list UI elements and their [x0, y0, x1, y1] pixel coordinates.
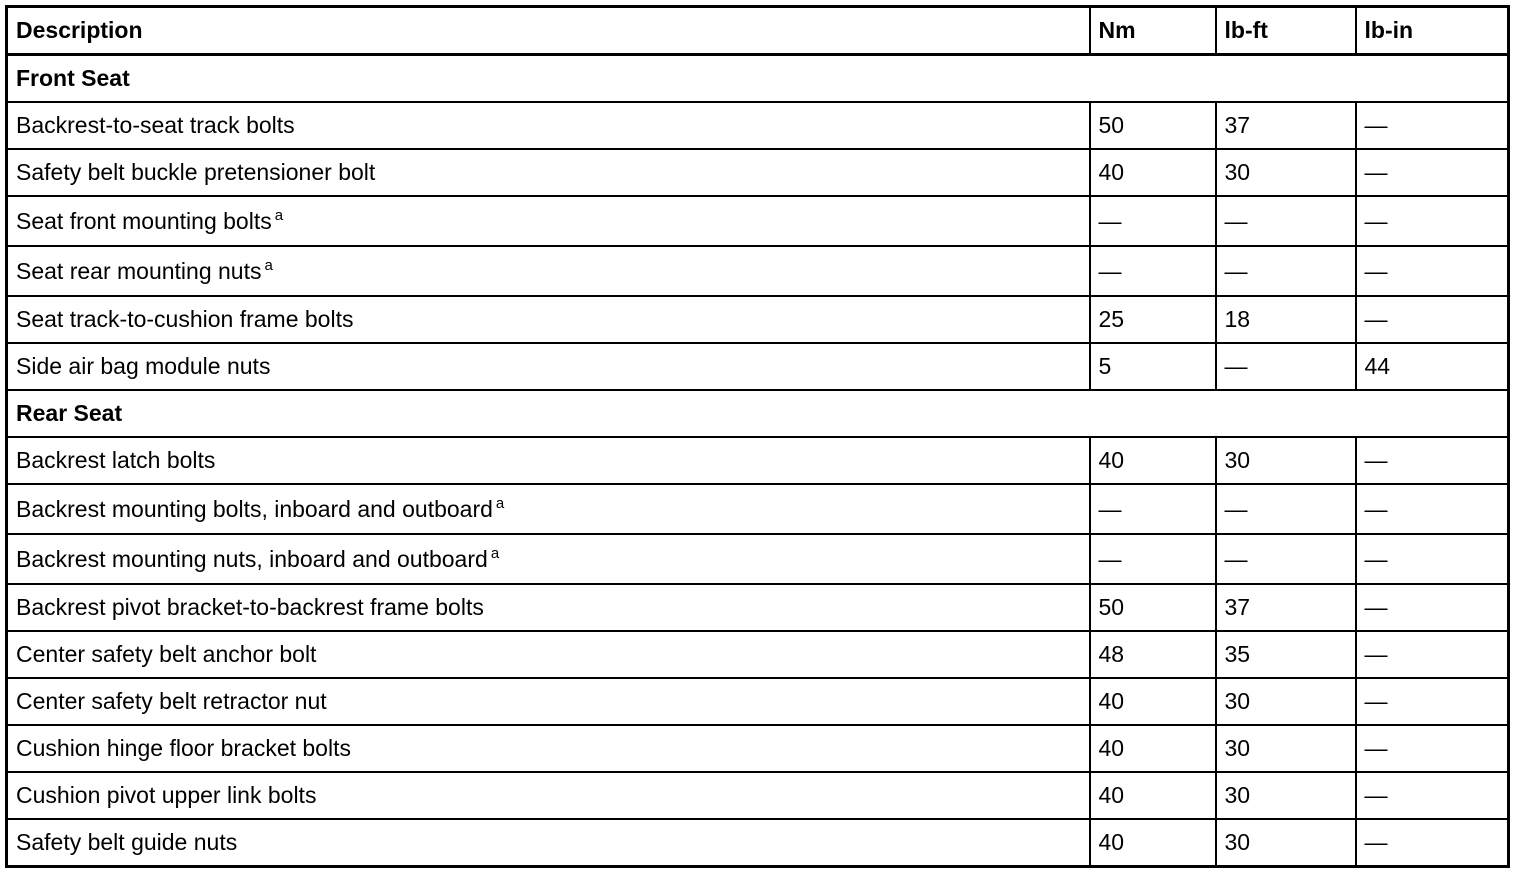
- description-text: Center safety belt anchor bolt: [16, 641, 317, 667]
- table-body: [7, 55, 1509, 867]
- table-row: [7, 484, 1509, 534]
- cell-nm: —: [1090, 196, 1216, 246]
- torque-spec-table: [5, 5, 1510, 868]
- cell-lb-in: —: [1356, 484, 1509, 534]
- table-row: [7, 149, 1509, 196]
- table-row: [7, 725, 1509, 772]
- section-title: Front Seat: [7, 55, 1509, 103]
- table-row: [7, 584, 1509, 631]
- footnote-marker: a: [495, 494, 505, 512]
- description-text: Backrest latch bolts: [16, 447, 216, 473]
- cell-nm: 40: [1090, 678, 1216, 725]
- description-text: Safety belt guide nuts: [16, 829, 238, 855]
- description-text: Cushion pivot upper link bolts: [16, 782, 317, 808]
- cell-description: [7, 772, 1090, 819]
- cell-lb-in: —: [1356, 678, 1509, 725]
- cell-lb-in: —: [1356, 102, 1509, 149]
- cell-lb-in: —: [1356, 819, 1509, 867]
- cell-lb-ft: 30: [1216, 819, 1356, 867]
- table-row: [7, 534, 1509, 584]
- cell-lb-ft: —: [1216, 343, 1356, 390]
- description-text: Backrest-to-seat track bolts: [16, 112, 295, 138]
- cell-description: [7, 678, 1090, 725]
- cell-nm: 40: [1090, 437, 1216, 484]
- cell-nm: 50: [1090, 584, 1216, 631]
- cell-description: [7, 534, 1090, 584]
- cell-nm: 25: [1090, 296, 1216, 343]
- cell-lb-ft: 18: [1216, 296, 1356, 343]
- cell-description: [7, 102, 1090, 149]
- table-row: [7, 631, 1509, 678]
- cell-nm: —: [1090, 484, 1216, 534]
- description-text: Backrest mounting bolts, inboard and outboard: [16, 495, 493, 522]
- cell-lb-ft: 37: [1216, 584, 1356, 631]
- table-row: [7, 246, 1509, 296]
- table-row: [7, 678, 1509, 725]
- cell-lb-ft: —: [1216, 246, 1356, 296]
- cell-lb-in: —: [1356, 246, 1509, 296]
- table-row: [7, 196, 1509, 246]
- cell-lb-ft: 30: [1216, 725, 1356, 772]
- header-lb-ft: lb-ft: [1216, 7, 1356, 55]
- cell-description: [7, 484, 1090, 534]
- cell-description: [7, 631, 1090, 678]
- cell-description: [7, 149, 1090, 196]
- cell-lb-in: —: [1356, 772, 1509, 819]
- table-row: [7, 343, 1509, 390]
- table-row: [7, 819, 1509, 867]
- cell-description: [7, 725, 1090, 772]
- cell-nm: 5: [1090, 343, 1216, 390]
- cell-description: [7, 196, 1090, 246]
- footnote-marker: a: [264, 256, 273, 274]
- header-row: [7, 7, 1509, 55]
- table-header: [7, 7, 1509, 55]
- cell-description: [7, 296, 1090, 343]
- cell-description: [7, 343, 1090, 390]
- table-row: [7, 772, 1509, 819]
- cell-lb-in: —: [1356, 196, 1509, 246]
- cell-nm: 40: [1090, 772, 1216, 819]
- cell-lb-ft: —: [1216, 484, 1356, 534]
- header-nm: Nm: [1090, 7, 1216, 55]
- header-description: Description: [7, 7, 1090, 55]
- cell-nm: 40: [1090, 149, 1216, 196]
- cell-nm: 40: [1090, 725, 1216, 772]
- cell-lb-in: —: [1356, 631, 1509, 678]
- description-text: Center safety belt retractor nut: [16, 688, 327, 714]
- description-text: Backrest pivot bracket-to-backrest frame bolts: [16, 594, 484, 620]
- cell-lb-ft: 30: [1216, 678, 1356, 725]
- table-row: [7, 437, 1509, 484]
- cell-lb-ft: 37: [1216, 102, 1356, 149]
- cell-lb-ft: 30: [1216, 772, 1356, 819]
- cell-lb-ft: —: [1216, 196, 1356, 246]
- cell-description: [7, 584, 1090, 631]
- section-title: Rear Seat: [7, 390, 1509, 437]
- cell-description: [7, 437, 1090, 484]
- description-text: Seat front mounting bolts: [16, 207, 272, 234]
- cell-nm: —: [1090, 534, 1216, 584]
- section-row: [7, 390, 1509, 437]
- cell-lb-ft: 35: [1216, 631, 1356, 678]
- description-text: Seat rear mounting nuts: [16, 257, 262, 284]
- cell-lb-ft: 30: [1216, 437, 1356, 484]
- description-text: Seat track-to-cushion frame bolts: [16, 306, 354, 332]
- cell-nm: 50: [1090, 102, 1216, 149]
- cell-description: [7, 246, 1090, 296]
- cell-lb-in: —: [1356, 584, 1509, 631]
- cell-nm: 40: [1090, 819, 1216, 867]
- description-text: Side air bag module nuts: [16, 353, 271, 379]
- description-text: Backrest mounting nuts, inboard and outboard: [16, 545, 488, 572]
- cell-lb-in: —: [1356, 534, 1509, 584]
- header-lb-in: lb-in: [1356, 7, 1509, 55]
- cell-nm: —: [1090, 246, 1216, 296]
- cell-lb-in: —: [1356, 437, 1509, 484]
- table-row: [7, 296, 1509, 343]
- cell-lb-ft: 30: [1216, 149, 1356, 196]
- description-text: Cushion hinge floor bracket bolts: [16, 735, 351, 761]
- cell-lb-in: —: [1356, 296, 1509, 343]
- cell-nm: 48: [1090, 631, 1216, 678]
- footnote-marker: a: [274, 206, 284, 224]
- cell-lb-in: —: [1356, 149, 1509, 196]
- cell-lb-in: 44: [1356, 343, 1509, 390]
- cell-description: [7, 819, 1090, 867]
- table-row: [7, 102, 1509, 149]
- description-text: Safety belt buckle pretensioner bolt: [16, 159, 376, 185]
- cell-lb-in: —: [1356, 725, 1509, 772]
- cell-lb-ft: —: [1216, 534, 1356, 584]
- section-row: [7, 55, 1509, 103]
- footnote-marker: a: [490, 544, 500, 562]
